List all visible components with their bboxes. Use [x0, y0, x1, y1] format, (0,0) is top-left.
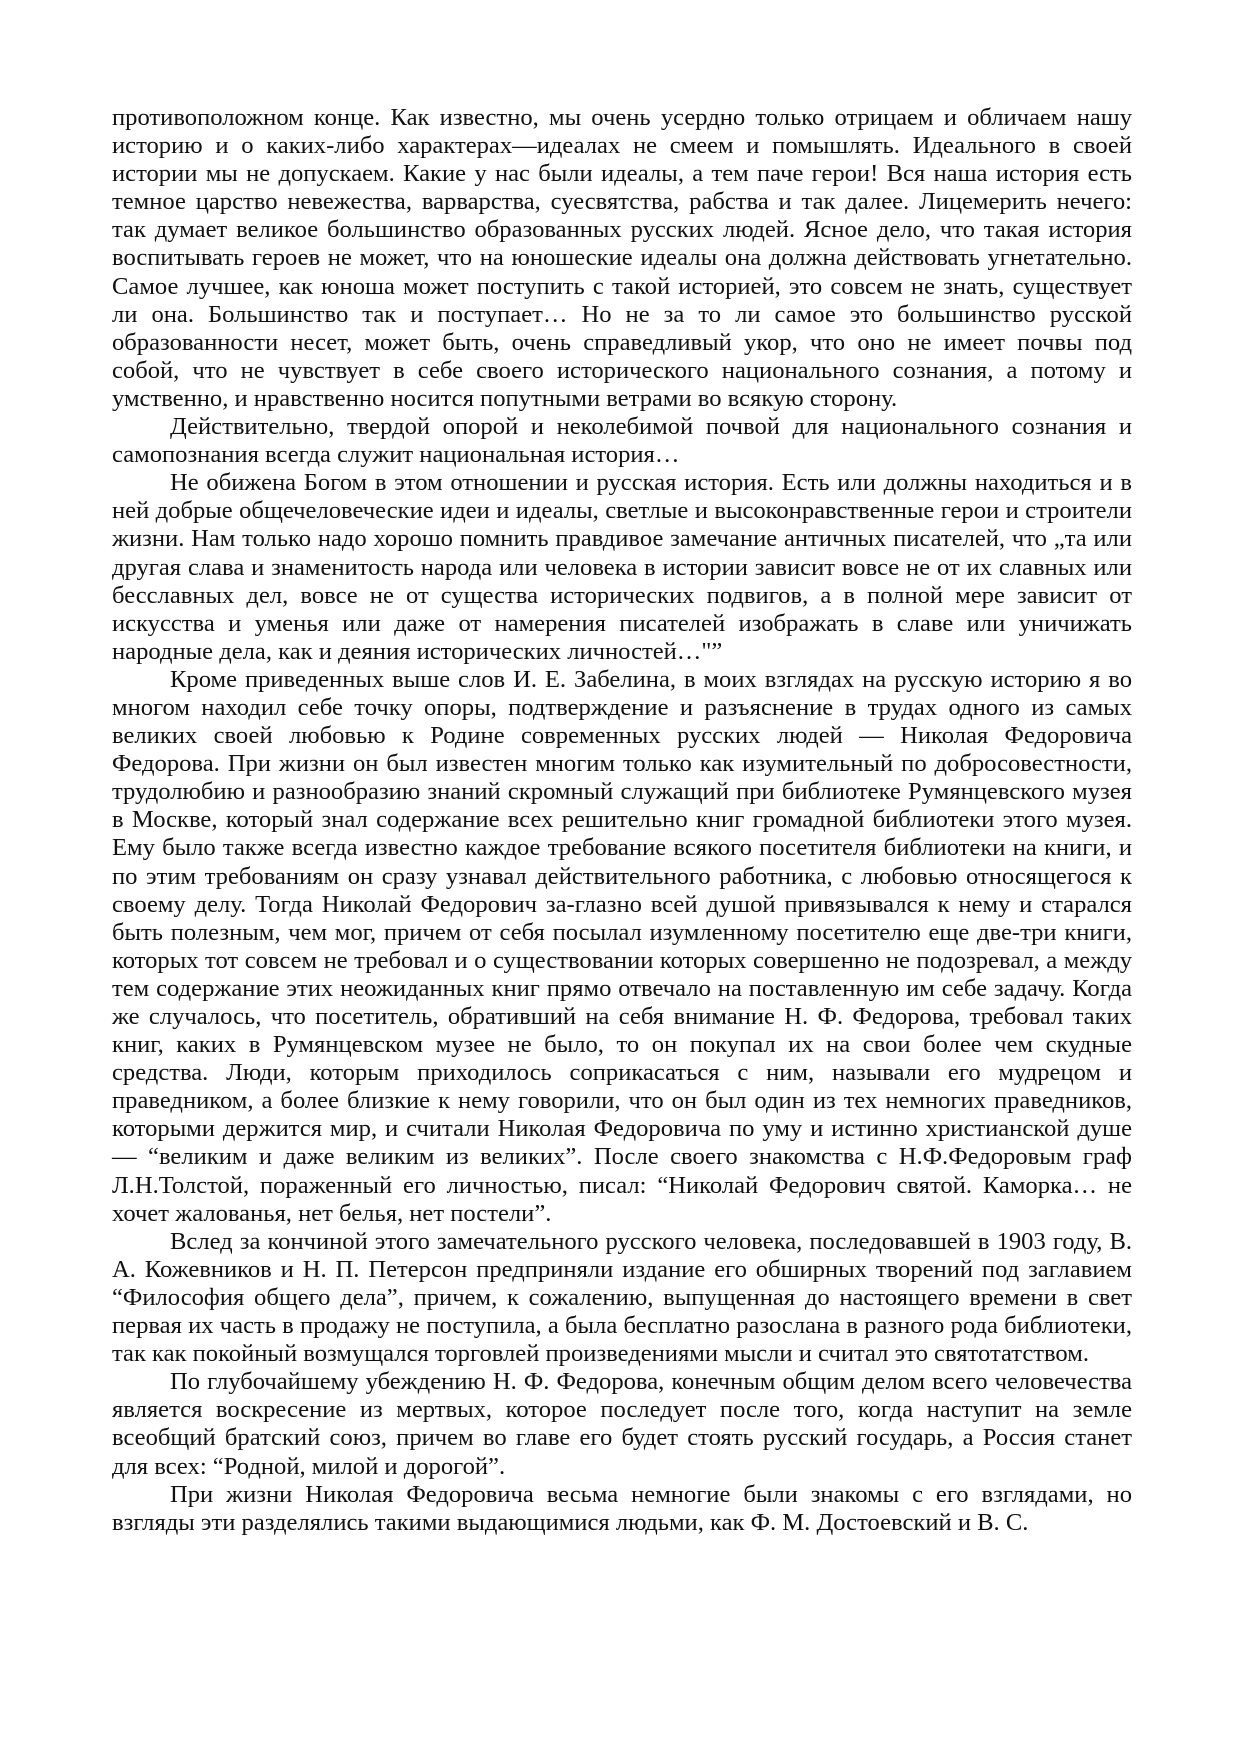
- paragraph-followers: При жизни Николая Федоровича весьма немногие были знакомы с его взглядами, но взгляды эти разделялись такими выдающимися людьми, как Ф. М. Достоевский и В. С.: [112, 1480, 1132, 1536]
- paragraph-national-history: Действительно, твердой опорой и неколебимой почвой для национального сознания и самопознания всегда служит национальная история…: [112, 413, 1132, 469]
- paragraph-continuation: противоположном конце. Как известно, мы очень усердно только отрицаем и обличаем нашу историю и о каких-либо характерах—идеалах не смеем и помышлять. Идеального в своей истории мы не допускаем. Какие у нас были идеалы, а тем паче герои! Вся наша история есть темное царство невежества, варварства, суесвятства, рабства и так далее. Лицемерить нечего: так думает великое большинство образованных русских людей. Ясное дело, что такая история воспитывать героев не может, что на юношеские идеалы она должна действовать угнетательно. Самое лучшее, как юноша может поступить с такой историей, это совсем не знать, существует ли она. Большинство так и поступает… Но не за то ли самое это большинство русской образованности несет, может быть, очень справедливый укор, что оно не имеет почвы под собой, что не чувствует в себе своего исторического национального сознания, а потому и умственно, и нравственно носится попутными ветрами во всякую сторону.: [112, 104, 1132, 412]
- paragraph-publication: Вслед за кончиной этого замечательного русского человека, последовавшей в 1903 году, В. А. Кожевников и Н. П. Петерсон предприняли издание его обширных творений под заглавием “Философия общего дела”, причем, к сожалению, выпущенная до настоящего времени в свет первая их часть в продажу не поступила, а была бесплатно разослана в разного рода библиотеки, так как покойный возмущался торговлей произведениями мысли и считал это святотатством.: [112, 1227, 1132, 1368]
- paragraph-common-task: По глубочайшему убеждению Н. Ф. Федорова, конечным общим делом всего человечества является воскресение из мертвых, которое последует после того, когда наступит на земле всеобщий братский союз, причем во главе его будет стоять русский государь, а Россия станет для всех: “Родной, милой и дорогой”.: [112, 1368, 1132, 1480]
- document-page: [112, 104, 1132, 1537]
- paragraph-russian-history: Не обижена Богом в этом отношении и русская история. Есть или должны находиться и в ней добрые общечеловеческие идеи и идеалы, светлые и высоконравственные герои и строители жизни. Нам только надо хорошо помнить правдивое замечание античных писателей, что „та или другая слава и знаменитость народа или человека в истории зависит вовсе не от их славных или бесславных дел, вовсе не от существа исторических подвигов, а в полной мере зависит от искусства и уменья или даже от намерения писателей изображать в славе или уничижать народные дела, как и деяния исторических личностей…"”: [112, 469, 1132, 665]
- paragraph-fedorov: Кроме приведенных выше слов И. Е. Забелина, в моих взглядах на русскую историю я во многом находил себе точку опоры, подтверждение и разъяснение в трудах одного из самых великих своей любовью к Родине современных русских людей — Николая Федоровича Федорова. При жизни он был известен многим только как изумительный по добросовестности, трудолюбию и разнообразию знаний скромный служащий при библиотеке Румянцевского музея в Москве, который знал содержание всех решительно книг громадной библиотеки этого музея. Ему было также всегда известно каждое требование всякого посетителя библиотеки на книги, и по этим требованиям он сразу узнавал действительного работника, с любовью относящегося к своему делу. Тогда Николай Федорович за-глазно всей душой привязывался к нему и старался быть полезным, чем мог, причем от себя посылал изумленному посетителю еще две-три книги, которых тот совсем не требовал и о существовании которых совершенно не подозревал, а между тем содержание этих неожиданных книг прямо отвечало на поставленную им себе задачу. Когда же случалось, что посетитель, обративший на себя внимание Н. Ф. Федорова, требовал таких книг, каких в Румянцевском музее не было, то он покупал их на свои более чем скудные средства. Люди, которым приходилось соприкасаться с ним, называли его мудрецом и праведником, а более близкие к нему говорили, что он был один из тех немногих праведников, которыми держится мир, и считали Николая Федоровича по уму и истинно христианской душе — “великим и даже великим из великих”. После своего знакомства с Н.Ф.Федоровым граф Л.Н.Толстой, пораженный его личностью, писал: “Николай Федорович святой. Каморка… не хочет жалованья, нет белья, нет постели”.: [112, 665, 1132, 1227]
